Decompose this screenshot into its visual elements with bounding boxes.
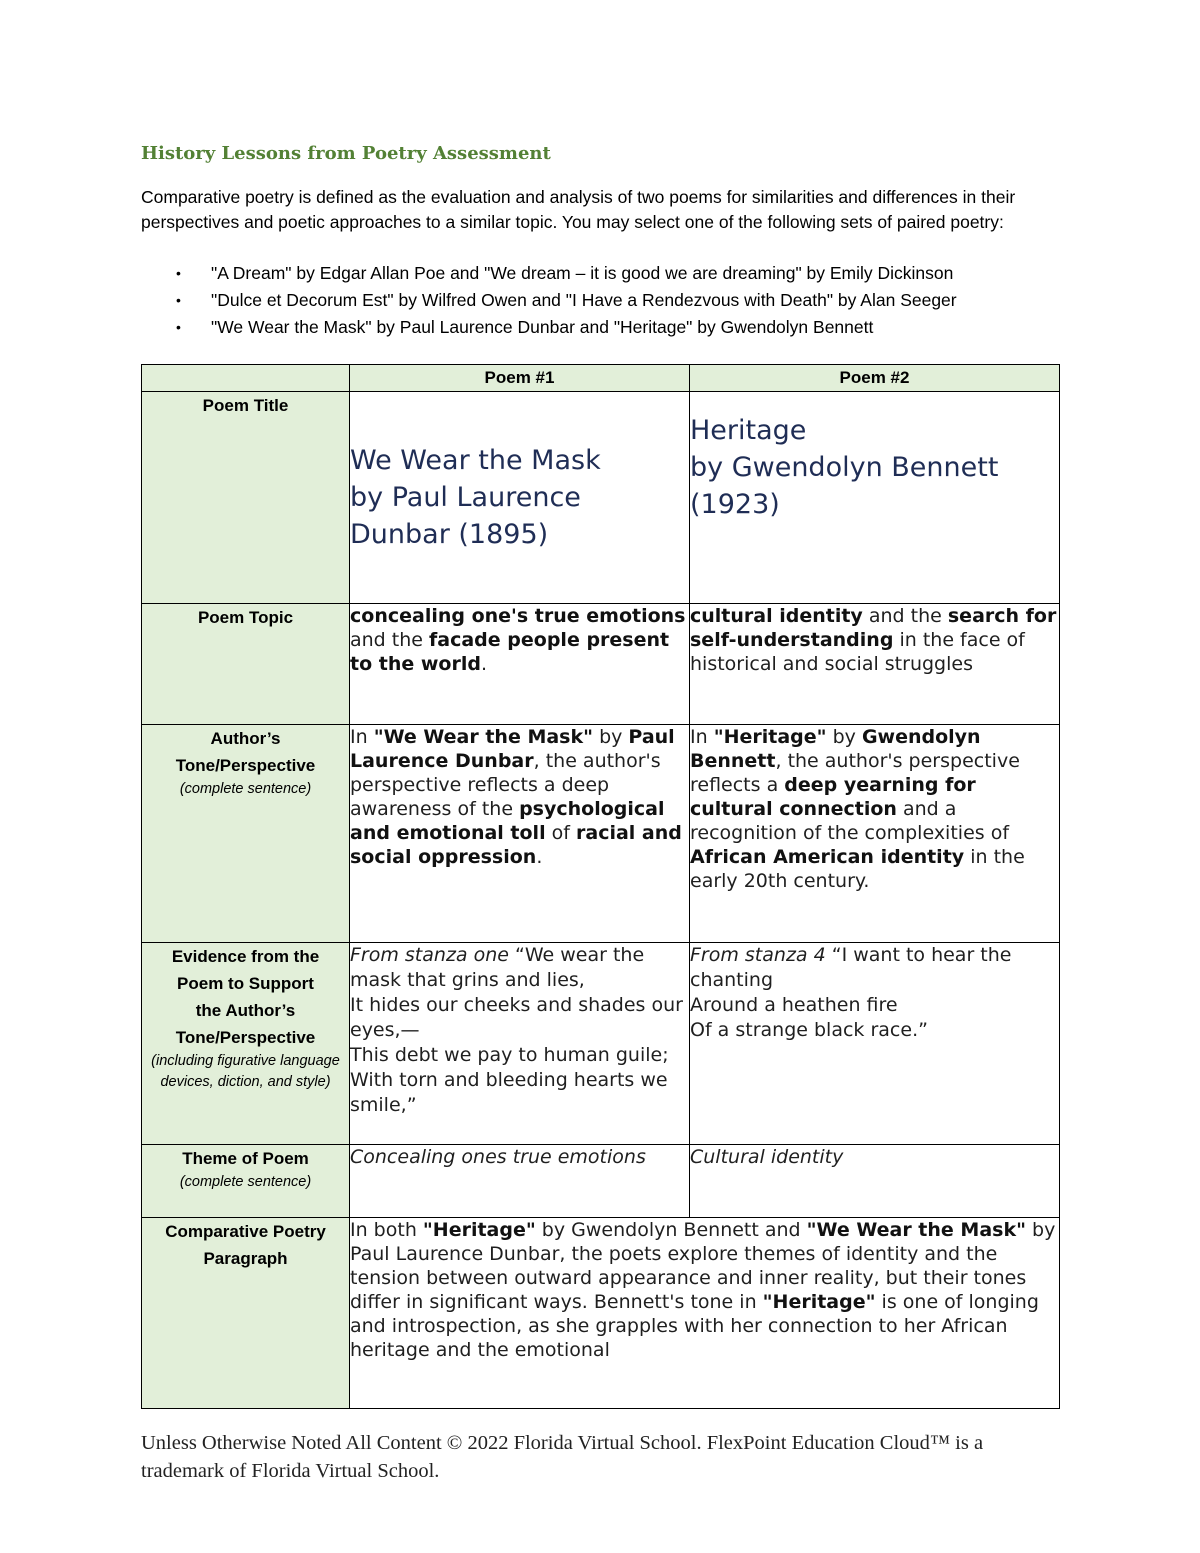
list-item [176,287,957,314]
label-line: Author’s [210,729,281,748]
evidence-line: Of a strange black race.” [690,1019,928,1041]
label-evidence [142,943,350,1145]
table-row [142,392,1060,604]
poem2-title-line: by Gwendolyn Bennett [690,452,999,483]
evidence-intro: From stanza one [350,944,509,966]
label-line: Paragraph [203,1249,288,1268]
bold-span: "Heritage" [713,726,827,748]
text-span: . [480,653,487,675]
table-row [142,604,1060,725]
document-title: History Lessons from Poetry Assessment [141,143,551,164]
evidence-intro: From stanza 4 [690,944,826,966]
text-span: by [826,726,862,748]
text-span: and the [862,605,948,627]
bullet-icon: • [176,319,181,335]
poem2-evidence-cell [690,943,1060,1145]
poem2-topic-cell [690,604,1060,725]
table-row [142,725,1060,943]
text-span: of [545,822,576,844]
table-row [142,1218,1060,1409]
evidence-line: “We wear the mask that grins and lies, [350,944,645,991]
poem1-topic-cell [350,604,690,725]
label-theme [142,1145,350,1218]
pair-text: "Dulce et Decorum Est" by Wilfred Owen and "I Have a Rendezvous with Death" by Alan Seeger [211,290,957,310]
comparison-table [141,364,1060,1409]
label-poem-topic: Poem Topic [142,604,350,725]
text-span: In both [350,1219,423,1241]
label-sub: (complete sentence) [179,781,312,797]
label-line: Poem to Support [177,974,314,993]
text-span: , the author's perspective reflects a [690,750,1020,796]
bullet-icon: • [176,292,181,308]
poem2-title-cell [690,392,1060,604]
poem1-tone-cell [350,725,690,943]
text-span: , the author's perspective reflects a deep awareness of the [350,750,661,820]
text-span: by Paul Laurence Dunbar, the poets explore themes of identity and the tension between outward appearance and inner reality, but their tones differ in significant ways. Bennett's tone in [350,1219,1056,1313]
header-poem-2: Poem #2 [690,365,1060,392]
list-item [176,260,957,287]
table-row [142,1145,1060,1218]
poem2-title-line: Heritage [690,415,807,446]
text-span: and a recognition of the complexities of [690,798,1010,844]
bullet-icon: • [176,265,181,281]
page-footer: Unless Otherwise Noted All Content © 2022 Florida Virtual School. FlexPoint Education Cloud™ is a trademark of Florida Virtual School. [141,1432,984,1482]
list-item [176,314,957,341]
evidence-line: With torn and bleeding hearts we smile,” [350,1069,668,1116]
bold-span: cultural identity [690,605,863,627]
bold-span: "Heritage" [422,1219,536,1241]
bold-span: facade people present to the world [350,629,670,675]
header-blank-cell [142,365,350,392]
label-line: Comparative Poetry [165,1222,326,1241]
bold-span: deep yearning for cultural connection [690,774,976,820]
text-span: In [350,726,374,748]
comparative-paragraph-cell [350,1218,1060,1409]
pair-text: "A Dream" by Edgar Allan Poe and "We dream – it is good we are dreaming" by Emily Dickinson [211,263,954,283]
evidence-line: Around a heathen fire [690,994,898,1016]
text-span: . [536,846,543,868]
label-line: Theme of Poem [182,1149,309,1168]
label-comparative [142,1218,350,1409]
poem2-title-line: (1923) [690,489,780,520]
poem2-tone-cell [690,725,1060,943]
label-line: Evidence from the [171,947,320,966]
label-line: Tone/Perspective [175,1028,316,1047]
text-span: by [593,726,629,748]
pair-text: "We Wear the Mask" by Paul Laurence Dunbar and "Heritage" by Gwendolyn Bennett [211,317,874,337]
text-span: in the face of historical and social struggles [690,629,1025,675]
header-poem-1: Poem #1 [350,365,690,392]
text-span: in the early 20th century. [690,846,1025,892]
text-span: is one of longing and introspection, as she grapples with her connection to her African heritage and the emotional [350,1291,1039,1361]
evidence-line: It hides our cheeks and shades our eyes,— [350,994,683,1041]
bold-span: psychological and emotional toll [350,798,665,844]
label-poem-title: Poem Title [142,392,350,604]
poem1-evidence-cell [350,943,690,1145]
evidence-line: This debt we pay to human guile; [350,1044,669,1066]
poem2-theme-cell: Cultural identity [690,1145,1060,1218]
poem1-title-line: by Paul Laurence [350,482,581,513]
label-sub: (including figurative language devices, diction, and style) [151,1053,340,1090]
poem1-title-line: Dunbar (1895) [350,519,549,550]
label-line: the Author’s [195,1001,296,1020]
poem1-theme-cell: Concealing ones true emotions [350,1145,690,1218]
bold-span: Gwendolyn Bennett [690,726,981,772]
poem1-title-line: We Wear the Mask [350,445,601,476]
evidence-line: “I want to hear the chanting [690,944,1012,991]
label-line: Tone/Perspective [175,756,316,775]
table-row [142,365,1060,392]
bold-span: Paul Laurence Dunbar [350,726,675,772]
bold-span: "We Wear the Mask" [806,1219,1026,1241]
bold-span: African American identity [690,846,965,868]
text-span: In [690,726,714,748]
table-row [142,943,1060,1145]
text-span: by Gwendolyn Bennett and [535,1219,807,1241]
intro-paragraph: Comparative poetry is defined as the evaluation and analysis of two poems for similarities and differences in their perspectives and poetic approaches to a similar topic. You may select one of the following sets of paired poetry: [141,187,1016,232]
label-sub: (complete sentence) [179,1174,312,1190]
bold-span: concealing one's true emotions [350,605,686,627]
poem-pairs-list [176,260,957,341]
bold-span: "We Wear the Mask" [373,726,594,748]
bold-span: search for self-understanding [690,605,1057,651]
label-tone [142,725,350,943]
poem1-title-cell [350,392,690,604]
bold-span: "Heritage" [762,1291,876,1313]
text-span: and the [350,629,430,651]
bold-span: racial and social oppression [350,822,682,868]
